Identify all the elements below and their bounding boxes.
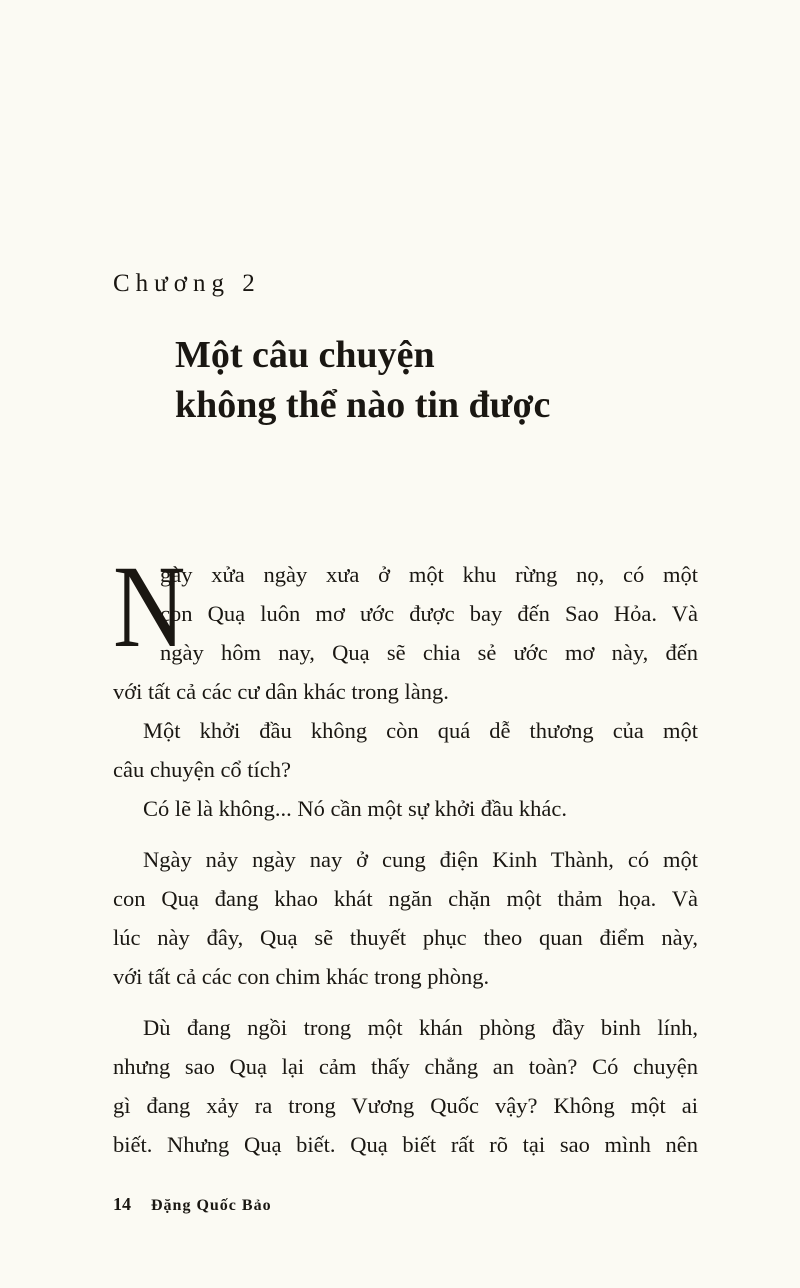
paragraph (113, 840, 698, 996)
text-line: Có lẽ là không... Nó cần một sự khởi đầu khác. (143, 796, 568, 821)
drop-cap: N (113, 541, 186, 672)
text-line: ngày hôm nay, Quạ sẽ chia sẻ ước mơ này, đến (160, 640, 698, 665)
text-line: nhưng sao Quạ lại cảm thấy chẳng an toàn? Có chuyện (113, 1054, 698, 1079)
text-line: câu chuyện cổ tích? (113, 757, 292, 782)
chapter-label: Chương 2 (113, 270, 261, 297)
text-line: với tất cả các cư dân khác trong làng. (113, 679, 449, 704)
chapter-title (175, 330, 550, 430)
page-footer (113, 1194, 272, 1215)
title-line: Một câu chuyện (175, 334, 435, 376)
text-line: gì đang xảy ra trong Vương Quốc vậy? Không một ai (113, 1093, 698, 1118)
text-line: con Quạ đang khao khát ngăn chặn một thảm họa. Và (113, 886, 698, 911)
text-line: Dù đang ngồi trong một khán phòng đầy binh lính, (143, 1015, 698, 1040)
text-line: biết. Nhưng Quạ biết. Quạ biết rất rõ tại sao mình nên (113, 1132, 698, 1157)
paragraph (113, 1008, 698, 1164)
text-line: Một khởi đầu không còn quá dễ thương của một (143, 718, 698, 743)
text-line: với tất cả các con chim khác trong phòng. (113, 964, 490, 989)
paragraph (113, 789, 698, 828)
text-line: lúc này đây, Quạ sẽ thuyết phục theo quan điểm này, (113, 925, 698, 950)
text-line: gày xửa ngày xưa ở một khu rừng nọ, có một (160, 562, 698, 587)
paragraph (113, 711, 698, 789)
title-line: không thể nào tin được (175, 384, 551, 426)
text-line: Ngày nảy ngày nay ở cung điện Kinh Thành, có một (143, 847, 698, 872)
paragraph (113, 555, 698, 711)
body-text (113, 555, 698, 1164)
author-name: Đặng Quốc Bảo (151, 1197, 272, 1214)
text-line: con Quạ luôn mơ ước được bay đến Sao Hỏa. Và (160, 601, 698, 626)
page-number: 14 (113, 1194, 131, 1214)
